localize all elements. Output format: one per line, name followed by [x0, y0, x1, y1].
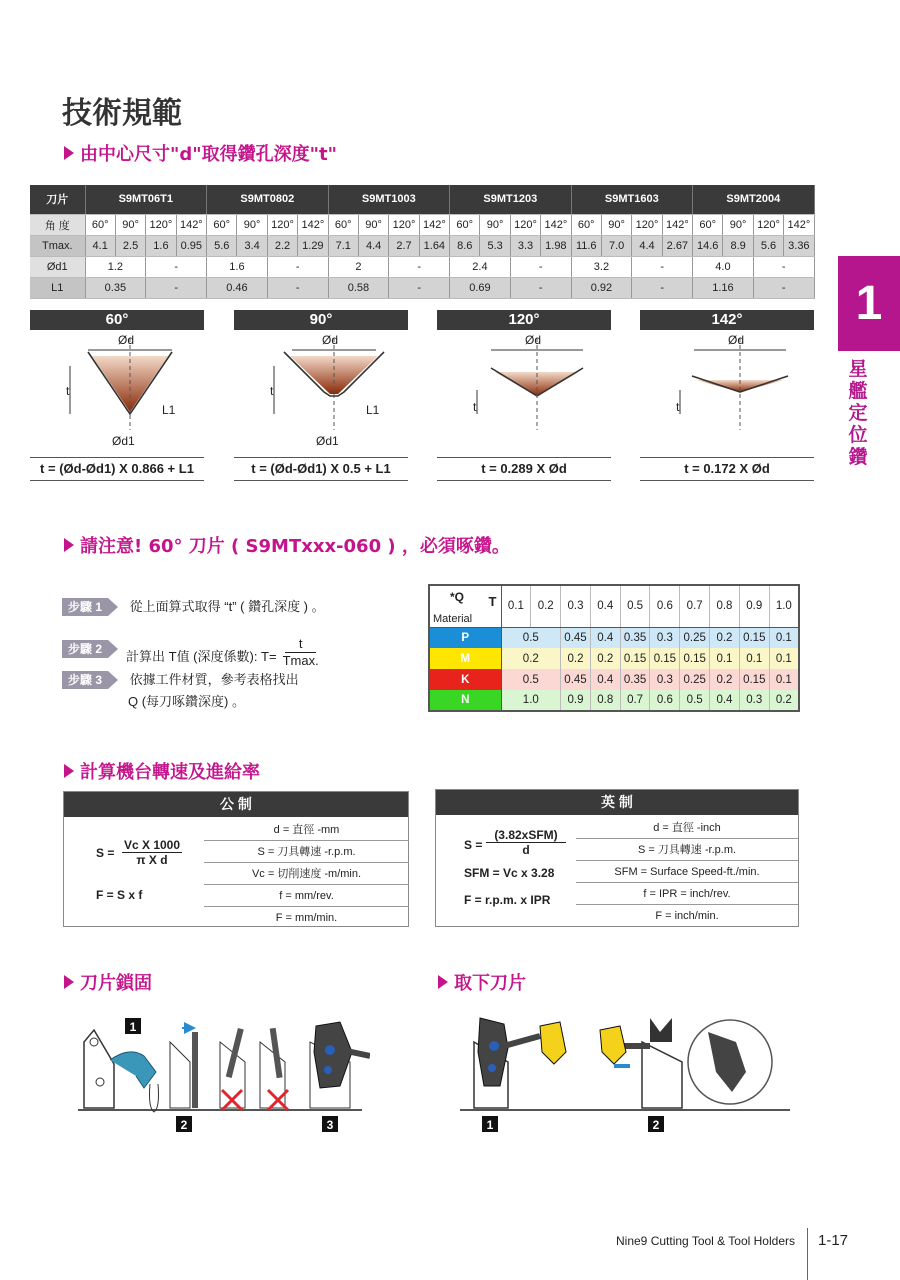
- dash-cell: -: [267, 277, 328, 298]
- t-column-header: 0.5: [620, 585, 650, 627]
- q-value-cell: 0.45: [561, 669, 591, 690]
- dash-cell: -: [146, 256, 207, 277]
- svg-text:3: 3: [326, 1118, 334, 1132]
- imperial-definitions: [576, 817, 798, 927]
- q-value-cell: 0.1: [769, 648, 799, 669]
- insert-removal-illustration: [460, 1012, 790, 1134]
- imperial-title: 英 制: [436, 790, 798, 815]
- tmax-cell: 2.5: [115, 235, 145, 256]
- q-value-cell: 0.6: [650, 690, 680, 711]
- tmax-cell: 4.1: [85, 235, 115, 256]
- imperial-s-label: S =: [464, 838, 483, 852]
- angle-cell: 120°: [632, 214, 662, 235]
- q-value-cell: 0.8: [590, 690, 620, 711]
- q-value-cell: 0.2: [710, 669, 740, 690]
- q-value-cell: 0.9: [561, 690, 591, 711]
- diameter-label: Ød: [728, 333, 745, 347]
- depth-label: t: [270, 384, 274, 398]
- value-cell: 1.16: [693, 277, 754, 298]
- definition-row: f = mm/rev.: [204, 885, 409, 907]
- page-title: 技術規範: [62, 96, 182, 131]
- tmax-cell: 3.3: [510, 235, 540, 256]
- angle-cell: 60°: [450, 214, 480, 235]
- q-value-cell: 0.3: [650, 627, 680, 648]
- triangle-bullet-icon: [64, 146, 74, 160]
- dash-cell: -: [389, 277, 450, 298]
- footer-divider: [807, 1228, 808, 1280]
- definition-row: S = 刀具轉速 -r.p.m.: [204, 841, 409, 863]
- triangle-bullet-icon: [64, 538, 74, 552]
- drill-angle-diagram: [437, 330, 611, 458]
- row-label: Tmax.: [30, 235, 85, 256]
- depth-label: t: [66, 384, 70, 398]
- q-value-cell: 0.3: [739, 690, 769, 711]
- definition-row: Vc = 切削速度 -m/min.: [204, 863, 409, 885]
- value-cell: 3.2: [571, 256, 632, 277]
- q-value-cell: 0.35: [620, 627, 650, 648]
- q-value-cell: 0.2: [561, 648, 591, 669]
- angle-cell: 60°: [328, 214, 358, 235]
- dash-cell: -: [389, 256, 450, 277]
- drill-angle-diagram: [640, 330, 814, 458]
- depth-formula: t = 0.289 X Ød: [437, 457, 611, 481]
- q-value-cell: 0.4: [710, 690, 740, 711]
- fraction: t Tmax.: [282, 636, 319, 668]
- dash-cell: -: [753, 256, 814, 277]
- depth-label: t: [473, 400, 477, 414]
- peck-depth-table: [428, 584, 800, 712]
- q-value-cell: 0.1: [710, 648, 740, 669]
- tmax-cell: 7.0: [601, 235, 631, 256]
- dash-cell: -: [146, 277, 207, 298]
- tmax-cell: 11.6: [571, 235, 601, 256]
- q-value-cell: 0.25: [680, 627, 710, 648]
- tmax-cell: 1.29: [298, 235, 328, 256]
- insert-model-header: S9MT1003: [328, 185, 450, 214]
- metric-s-label: S =: [96, 846, 115, 860]
- q-corner-cell: *Q T Material: [429, 585, 501, 627]
- tmax-cell: 1.6: [146, 235, 176, 256]
- metric-s-fraction: Vc X 1000 π X d: [123, 838, 181, 867]
- tmax-cell: 8.9: [723, 235, 753, 256]
- value-cell: 2.4: [450, 256, 511, 277]
- metric-title: 公 制: [64, 792, 408, 817]
- dash-cell: -: [632, 256, 693, 277]
- dash-cell: -: [510, 256, 571, 277]
- q-value-cell: 0.4: [590, 627, 620, 648]
- q-value-cell: 0.1: [769, 627, 799, 648]
- step-tag: 步驟 2: [62, 640, 108, 658]
- row-label: 角 度: [30, 214, 85, 235]
- q-value-cell: 0.2: [590, 648, 620, 669]
- chapter-tab[interactable]: 1: [838, 256, 900, 351]
- q-value-cell: 0.5: [501, 627, 561, 648]
- t-column-header: 0.6: [650, 585, 680, 627]
- tmax-cell: 0.95: [176, 235, 206, 256]
- angle-header: 142°: [640, 310, 814, 330]
- dash-cell: -: [753, 277, 814, 298]
- value-cell: 0.92: [571, 277, 632, 298]
- angle-cell: 142°: [662, 214, 692, 235]
- step-tag: 步驟 3: [62, 671, 108, 689]
- tmax-cell: 5.6: [753, 235, 783, 256]
- angle-header: 60°: [30, 310, 204, 330]
- t-column-header: 1.0: [769, 585, 799, 627]
- q-value-cell: 0.1: [739, 648, 769, 669]
- t-column-header: 0.3: [561, 585, 591, 627]
- diameter-label: Ød: [525, 333, 542, 347]
- tmax-cell: 2.7: [389, 235, 419, 256]
- q-value-cell: 0.2: [769, 690, 799, 711]
- dash-cell: -: [632, 277, 693, 298]
- angle-header: 90°: [234, 310, 408, 330]
- l1-label: L1: [366, 403, 380, 417]
- angle-cell: 90°: [601, 214, 631, 235]
- value-cell: 0.35: [85, 277, 146, 298]
- tmax-cell: 1.98: [541, 235, 571, 256]
- q-value-cell: 0.15: [739, 627, 769, 648]
- row-label: Ød1: [30, 256, 85, 277]
- q-value-cell: 0.15: [680, 648, 710, 669]
- t-column-header: 0.1: [501, 585, 531, 627]
- insert-model-header: S9MT1603: [571, 185, 693, 214]
- dash-cell: -: [510, 277, 571, 298]
- section-heading-lock: 刀片鎖固: [64, 969, 152, 995]
- angle-cell: 120°: [389, 214, 419, 235]
- angle-cell: 60°: [693, 214, 723, 235]
- q-value-cell: 0.1: [769, 669, 799, 690]
- angle-cell: 90°: [480, 214, 510, 235]
- definition-row: SFM = Surface Speed-ft./min.: [576, 861, 798, 883]
- definition-row: F = mm/min.: [275, 912, 338, 924]
- value-cell: 1.2: [85, 256, 146, 277]
- t-column-header: 0.8: [710, 585, 740, 627]
- q-value-cell: 0.15: [650, 648, 680, 669]
- insert-model-header: S9MT1203: [450, 185, 572, 214]
- diameter-label: Ød: [322, 333, 339, 347]
- angle-cell: 90°: [358, 214, 388, 235]
- angle-cell: 120°: [510, 214, 540, 235]
- section-heading-remove: 取下刀片: [438, 969, 526, 995]
- q-value-cell: 0.35: [620, 669, 650, 690]
- q-value-cell: 0.15: [620, 648, 650, 669]
- q-value-cell: 0.25: [680, 669, 710, 690]
- value-cell: 0.46: [207, 277, 268, 298]
- q-value-cell: 1.0: [501, 690, 561, 711]
- step-tag: 步驟 1: [62, 598, 108, 616]
- q-value-cell: 0.5: [680, 690, 710, 711]
- d1-label: Ød1: [112, 434, 135, 448]
- section-heading-depth: 由中心尺寸"d"取得鑽孔深度"t": [64, 140, 337, 166]
- step-1: 步驟 1 從上面算式取得 “t” ( 鑽孔深度 ) 。: [62, 596, 325, 616]
- chapter-label: 星艦定位鑽: [848, 358, 868, 468]
- triangle-bullet-icon: [64, 764, 74, 778]
- section-heading-peck: 請注意! 60° 刀片 ( S9MTxxx-060 ) ，必須啄鑽。: [64, 532, 510, 558]
- t-column-header: 0.9: [739, 585, 769, 627]
- angle-cell: 90°: [723, 214, 753, 235]
- t-column-header: 0.7: [680, 585, 710, 627]
- tmax-cell: 3.36: [784, 235, 814, 256]
- spec-table: [30, 185, 815, 299]
- insert-header: 刀片: [30, 185, 85, 214]
- metric-box: [63, 791, 409, 927]
- q-value-cell: 0.2: [710, 627, 740, 648]
- diameter-label: Ød: [118, 333, 135, 347]
- angle-header: 120°: [437, 310, 611, 330]
- svg-text:2: 2: [652, 1118, 660, 1132]
- tmax-cell: 5.6: [207, 235, 237, 256]
- angle-cell: 120°: [146, 214, 176, 235]
- angle-cell: 142°: [784, 214, 814, 235]
- page-number: 1-17: [818, 1232, 849, 1249]
- insert-model-header: S9MT06T1: [85, 185, 207, 214]
- definition-row: d = 直徑 -mm: [204, 819, 409, 841]
- angle-cell: 120°: [267, 214, 297, 235]
- svg-text:1: 1: [486, 1118, 494, 1132]
- q-value-cell: 0.3: [650, 669, 680, 690]
- t-column-header: 0.2: [531, 585, 561, 627]
- material-cell: K: [429, 669, 501, 690]
- angle-cell: 60°: [85, 214, 115, 235]
- d1-label: Ød1: [316, 434, 339, 448]
- q-value-cell: 0.4: [590, 669, 620, 690]
- definition-row: d = 直徑 -inch: [576, 817, 798, 839]
- angle-cell: 90°: [115, 214, 145, 235]
- material-cell: M: [429, 648, 501, 669]
- tmax-cell: 4.4: [632, 235, 662, 256]
- insert-locking-illustration: [70, 1012, 370, 1134]
- tmax-cell: 7.1: [328, 235, 358, 256]
- value-cell: 2: [328, 256, 389, 277]
- angle-cell: 142°: [541, 214, 571, 235]
- metric-f-label: F = S x f: [96, 888, 143, 902]
- imperial-f-label: F = r.p.m. x IPR: [464, 893, 551, 907]
- angle-cell: 90°: [237, 214, 267, 235]
- q-value-cell: 0.45: [561, 627, 591, 648]
- triangle-bullet-icon: [64, 975, 74, 989]
- t-column-header: 0.4: [590, 585, 620, 627]
- value-cell: 1.6: [207, 256, 268, 277]
- footer-brand: Nine9 Cutting Tool & Tool Holders: [616, 1234, 795, 1248]
- tmax-cell: 5.3: [480, 235, 510, 256]
- value-cell: 0.58: [328, 277, 389, 298]
- definition-row: F = inch/min.: [655, 910, 719, 922]
- insert-model-header: S9MT2004: [693, 185, 815, 214]
- imperial-box: [435, 789, 799, 927]
- tmax-cell: 14.6: [693, 235, 723, 256]
- definition-row: f = IPR = inch/rev.: [576, 883, 798, 905]
- tmax-cell: 2.2: [267, 235, 297, 256]
- tmax-cell: 1.64: [419, 235, 449, 256]
- material-cell: N: [429, 690, 501, 711]
- row-label: L1: [30, 277, 85, 298]
- depth-label: t: [676, 400, 680, 414]
- insert-model-header: S9MT0802: [207, 185, 329, 214]
- q-value-cell: 0.7: [620, 690, 650, 711]
- step-3: 步驟 3 依據工件材質，參考表格找出 Q (每刀啄鑽深度) 。: [62, 669, 299, 710]
- angle-cell: 142°: [298, 214, 328, 235]
- definition-row: S = 刀具轉速 -r.p.m.: [576, 839, 798, 861]
- depth-formula: t = (Ød-Ød1) X 0.5 + L1: [234, 457, 408, 481]
- metric-definitions: [204, 819, 409, 929]
- tmax-cell: 8.6: [450, 235, 480, 256]
- triangle-bullet-icon: [438, 975, 448, 989]
- angle-cell: 142°: [176, 214, 206, 235]
- section-heading-speed: 計算機台轉速及進給率: [64, 758, 260, 784]
- q-value-cell: 0.15: [739, 669, 769, 690]
- angle-cell: 60°: [571, 214, 601, 235]
- depth-formula: t = 0.172 X Ød: [640, 457, 814, 481]
- angle-cell: 142°: [419, 214, 449, 235]
- tmax-cell: 3.4: [237, 235, 267, 256]
- tmax-cell: 4.4: [358, 235, 388, 256]
- imperial-s-fraction: (3.82xSFM) d: [486, 828, 566, 857]
- angle-cell: 120°: [753, 214, 783, 235]
- material-cell: P: [429, 627, 501, 648]
- imperial-sfm: SFM = Vc x 3.28: [464, 866, 555, 880]
- l1-label: L1: [162, 403, 176, 417]
- svg-text:1: 1: [129, 1020, 137, 1034]
- tmax-cell: 2.67: [662, 235, 692, 256]
- value-cell: 0.69: [450, 277, 511, 298]
- depth-formula: t = (Ød-Ød1) X 0.866 + L1: [30, 457, 204, 481]
- step-2: 步驟 2 計算出 T值 (深度係數): T= t Tmax.: [62, 630, 319, 668]
- value-cell: 4.0: [693, 256, 754, 277]
- dash-cell: -: [267, 256, 328, 277]
- q-value-cell: 0.2: [501, 648, 561, 669]
- q-value-cell: 0.5: [501, 669, 561, 690]
- angle-cell: 60°: [207, 214, 237, 235]
- svg-text:2: 2: [180, 1118, 188, 1132]
